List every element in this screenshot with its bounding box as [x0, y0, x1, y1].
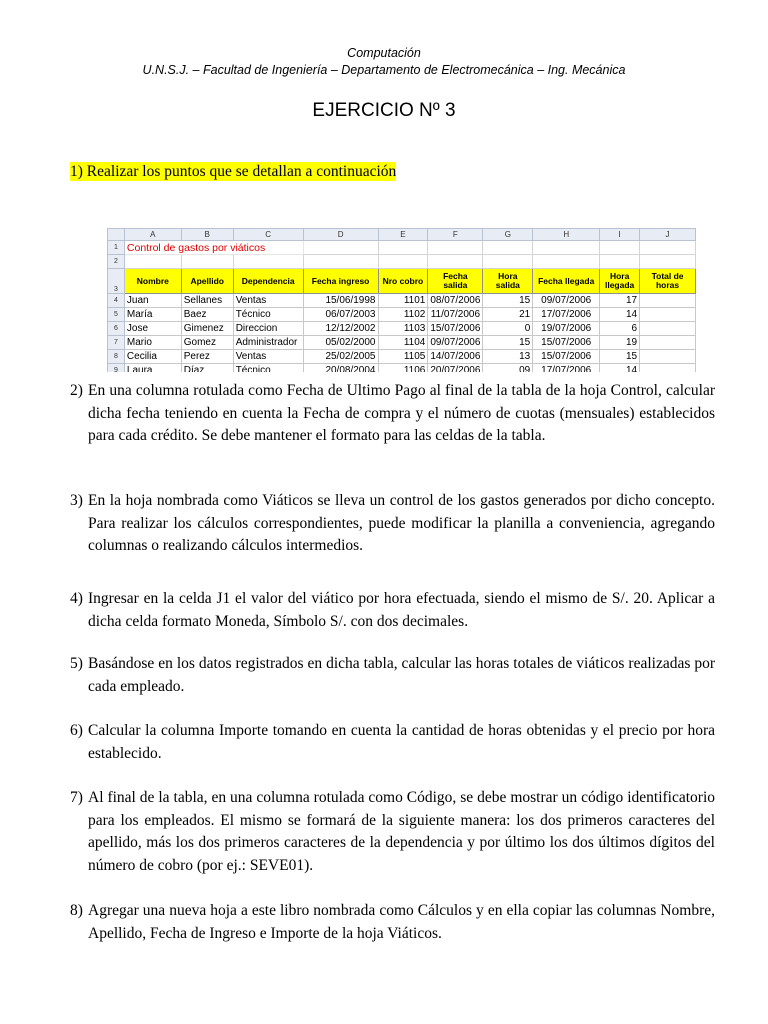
header-course: Computación	[347, 46, 421, 60]
exercise-item-5	[70, 653, 715, 698]
table-cell: 09/07/2006	[428, 336, 483, 350]
table-cell: 08/07/2006	[428, 294, 483, 308]
exercise-item-7	[70, 787, 715, 877]
table-cell: 1101	[378, 294, 428, 308]
table-cell: 1102	[378, 308, 428, 322]
spreadsheet-table	[107, 228, 696, 372]
col-header: J	[640, 229, 696, 241]
row-number: 1	[108, 241, 125, 255]
col-header: G	[483, 229, 533, 241]
table-cell	[640, 308, 696, 322]
col-header: A	[124, 229, 181, 241]
table-cell: 20/08/2004	[303, 364, 378, 373]
table-cell: 1105	[378, 350, 428, 364]
item-number: 3)	[70, 492, 83, 509]
table-row	[108, 364, 696, 373]
table-cell: 0	[483, 322, 533, 336]
header-cell: Fecha salida	[428, 269, 483, 294]
exercise-item-8	[70, 900, 715, 945]
table-cell: Baez	[181, 308, 233, 322]
table-cell: Sellanes	[181, 294, 233, 308]
item-text: En una columna rotulada como Fecha de Ultimo Pago al final de la tabla de la hoja Control, calcular dicha fecha teniendo en cuenta la Fecha de compra y el número de cuotas (mensuales) establecidos para cada crédito. Se debe mantener el formato para las celdas de la tabla.	[88, 382, 715, 444]
item-number: 4)	[70, 590, 83, 607]
table-row	[108, 308, 696, 322]
header-cell: Hora salida	[483, 269, 533, 294]
table-cell: María	[124, 308, 181, 322]
exercise-item-2	[70, 380, 715, 448]
row-number: 8	[108, 350, 125, 364]
item-text: Calcular la columna Importe tomando en cuenta la cantidad de horas obtenidas y el precio por hora establecido.	[88, 722, 715, 762]
table-cell: 21	[483, 308, 533, 322]
table-cell: Gomez	[181, 336, 233, 350]
row-number: 9	[108, 364, 125, 373]
exercise-item-3	[70, 490, 715, 558]
table-cell: Perez	[181, 350, 233, 364]
header-cell: Fecha ingreso	[303, 269, 378, 294]
table-cell: 15/07/2006	[428, 322, 483, 336]
table-cell: Mario	[124, 336, 181, 350]
table-cell: Laura	[124, 364, 181, 373]
table-cell: 15	[483, 294, 533, 308]
item-number: 6)	[70, 722, 83, 739]
col-header: E	[378, 229, 428, 241]
row-number: 4	[108, 294, 125, 308]
col-header: B	[181, 229, 233, 241]
sheet-title-cell: Control de gastos por viáticos	[124, 241, 303, 255]
corner-cell	[108, 229, 125, 241]
item-number: 8)	[70, 902, 83, 919]
col-header: H	[533, 229, 600, 241]
sheet-row-2	[108, 255, 696, 269]
item-text: En la hoja nombrada como Viáticos se lleva un control de los gastos generados por dicho concepto. Para realizar los cálculos correspondientes, puede modificar la planilla a conveniencia, agregando columnas o realizando cálculos intermedios.	[88, 492, 715, 554]
spreadsheet-image	[107, 228, 696, 372]
table-cell: 15/06/1998	[303, 294, 378, 308]
exercise-title: EJERCICIO Nº 3	[312, 100, 456, 121]
table-cell	[640, 294, 696, 308]
table-cell	[640, 364, 696, 373]
col-header: D	[303, 229, 378, 241]
table-cell: 13	[483, 350, 533, 364]
sheet-header-row	[108, 269, 696, 294]
table-cell: Administrador	[233, 336, 303, 350]
table-cell: Direccion	[233, 322, 303, 336]
item-1-highlighted: 1) Realizar los puntos que se detallan a continuación	[70, 163, 397, 180]
exercise-item-4	[70, 588, 715, 633]
table-cell: Ventas	[233, 294, 303, 308]
table-cell: 1106	[378, 364, 428, 373]
header-cell: Nombre	[124, 269, 181, 294]
row-number: 3	[108, 269, 125, 294]
table-cell: 17	[600, 294, 640, 308]
table-cell: 11/07/2006	[428, 308, 483, 322]
column-header-row	[108, 229, 696, 241]
table-row	[108, 336, 696, 350]
sheet-data-body	[108, 294, 696, 373]
table-cell: 25/02/2005	[303, 350, 378, 364]
table-cell	[640, 322, 696, 336]
table-cell: 12/12/2002	[303, 322, 378, 336]
item-number: 2)	[70, 382, 83, 399]
item-text: Al final de la tabla, en una columna rotulada como Código, se debe mostrar un código identificatorio para los empleados. El mismo se formará de la siguiente manera: los dos primeros caracteres del apellido, más los dos primeros caracteres de la dependencia y por último los dos últimos dígitos del número de cobro (por ej.: SEVE01).	[88, 789, 715, 874]
table-cell: Juan	[124, 294, 181, 308]
table-cell: 1103	[378, 322, 428, 336]
header-cell: Dependencia	[233, 269, 303, 294]
table-cell: Díaz	[181, 364, 233, 373]
table-row	[108, 350, 696, 364]
table-cell: 15/07/2006	[533, 350, 600, 364]
table-cell: 15	[600, 350, 640, 364]
table-cell: Técnico	[233, 308, 303, 322]
row-number: 2	[108, 255, 125, 269]
table-cell: 14	[600, 308, 640, 322]
table-row	[108, 294, 696, 308]
item-text: Ingresar en la celda J1 el valor del viático por hora efectuada, siendo el mismo de S/. 20. Aplicar a dicha celda formato Moneda, Símbolo S/. con dos decimales.	[88, 590, 715, 630]
table-cell: 05/02/2000	[303, 336, 378, 350]
col-header: I	[600, 229, 640, 241]
row-number: 7	[108, 336, 125, 350]
header-cell: Fecha llegada	[533, 269, 600, 294]
table-cell: Jose	[124, 322, 181, 336]
table-cell: 1104	[378, 336, 428, 350]
header-cell: Hora llegada	[600, 269, 640, 294]
col-header: C	[233, 229, 303, 241]
table-cell: 09/07/2006	[533, 294, 600, 308]
table-cell: 19	[600, 336, 640, 350]
table-cell	[640, 350, 696, 364]
table-cell: Técnico	[233, 364, 303, 373]
sheet-row-1	[108, 241, 696, 255]
item-number: 7)	[70, 789, 83, 806]
table-row	[108, 322, 696, 336]
table-cell: 17/07/2006	[533, 308, 600, 322]
table-cell: 06/07/2003	[303, 308, 378, 322]
row-number: 5	[108, 308, 125, 322]
header-cell: Nro cobro	[378, 269, 428, 294]
table-cell: 17/07/2006	[533, 364, 600, 373]
item-text: Agregar una nueva hoja a este libro nombrada como Cálculos y en ella copiar las columnas Nombre, Apellido, Fecha de Ingreso e Importe de la hoja Viáticos.	[88, 902, 715, 942]
table-cell: 14/07/2006	[428, 350, 483, 364]
col-header: F	[428, 229, 483, 241]
table-cell: 6	[600, 322, 640, 336]
item-number: 5)	[70, 655, 83, 672]
row-number: 6	[108, 322, 125, 336]
table-cell: 14	[600, 364, 640, 373]
exercise-item-6	[70, 720, 715, 765]
document-header	[0, 45, 768, 79]
item-text: Basándose en los datos registrados en dicha tabla, calcular las horas totales de viáticos realizadas por cada empleado.	[88, 655, 715, 695]
table-cell: 19/07/2006	[533, 322, 600, 336]
table-cell	[640, 336, 696, 350]
header-cell: Apellido	[181, 269, 233, 294]
table-cell: 15/07/2006	[533, 336, 600, 350]
table-cell: Gimenez	[181, 322, 233, 336]
table-cell: 20/07/2006	[428, 364, 483, 373]
header-cell: Total de horas	[640, 269, 696, 294]
table-cell: 15	[483, 336, 533, 350]
table-cell: 09	[483, 364, 533, 373]
table-cell: Cecilia	[124, 350, 181, 364]
table-cell: Ventas	[233, 350, 303, 364]
header-institution: U.N.S.J. – Facultad de Ingeniería – Departamento de Electromecánica – Ing. Mecánica	[142, 63, 626, 77]
